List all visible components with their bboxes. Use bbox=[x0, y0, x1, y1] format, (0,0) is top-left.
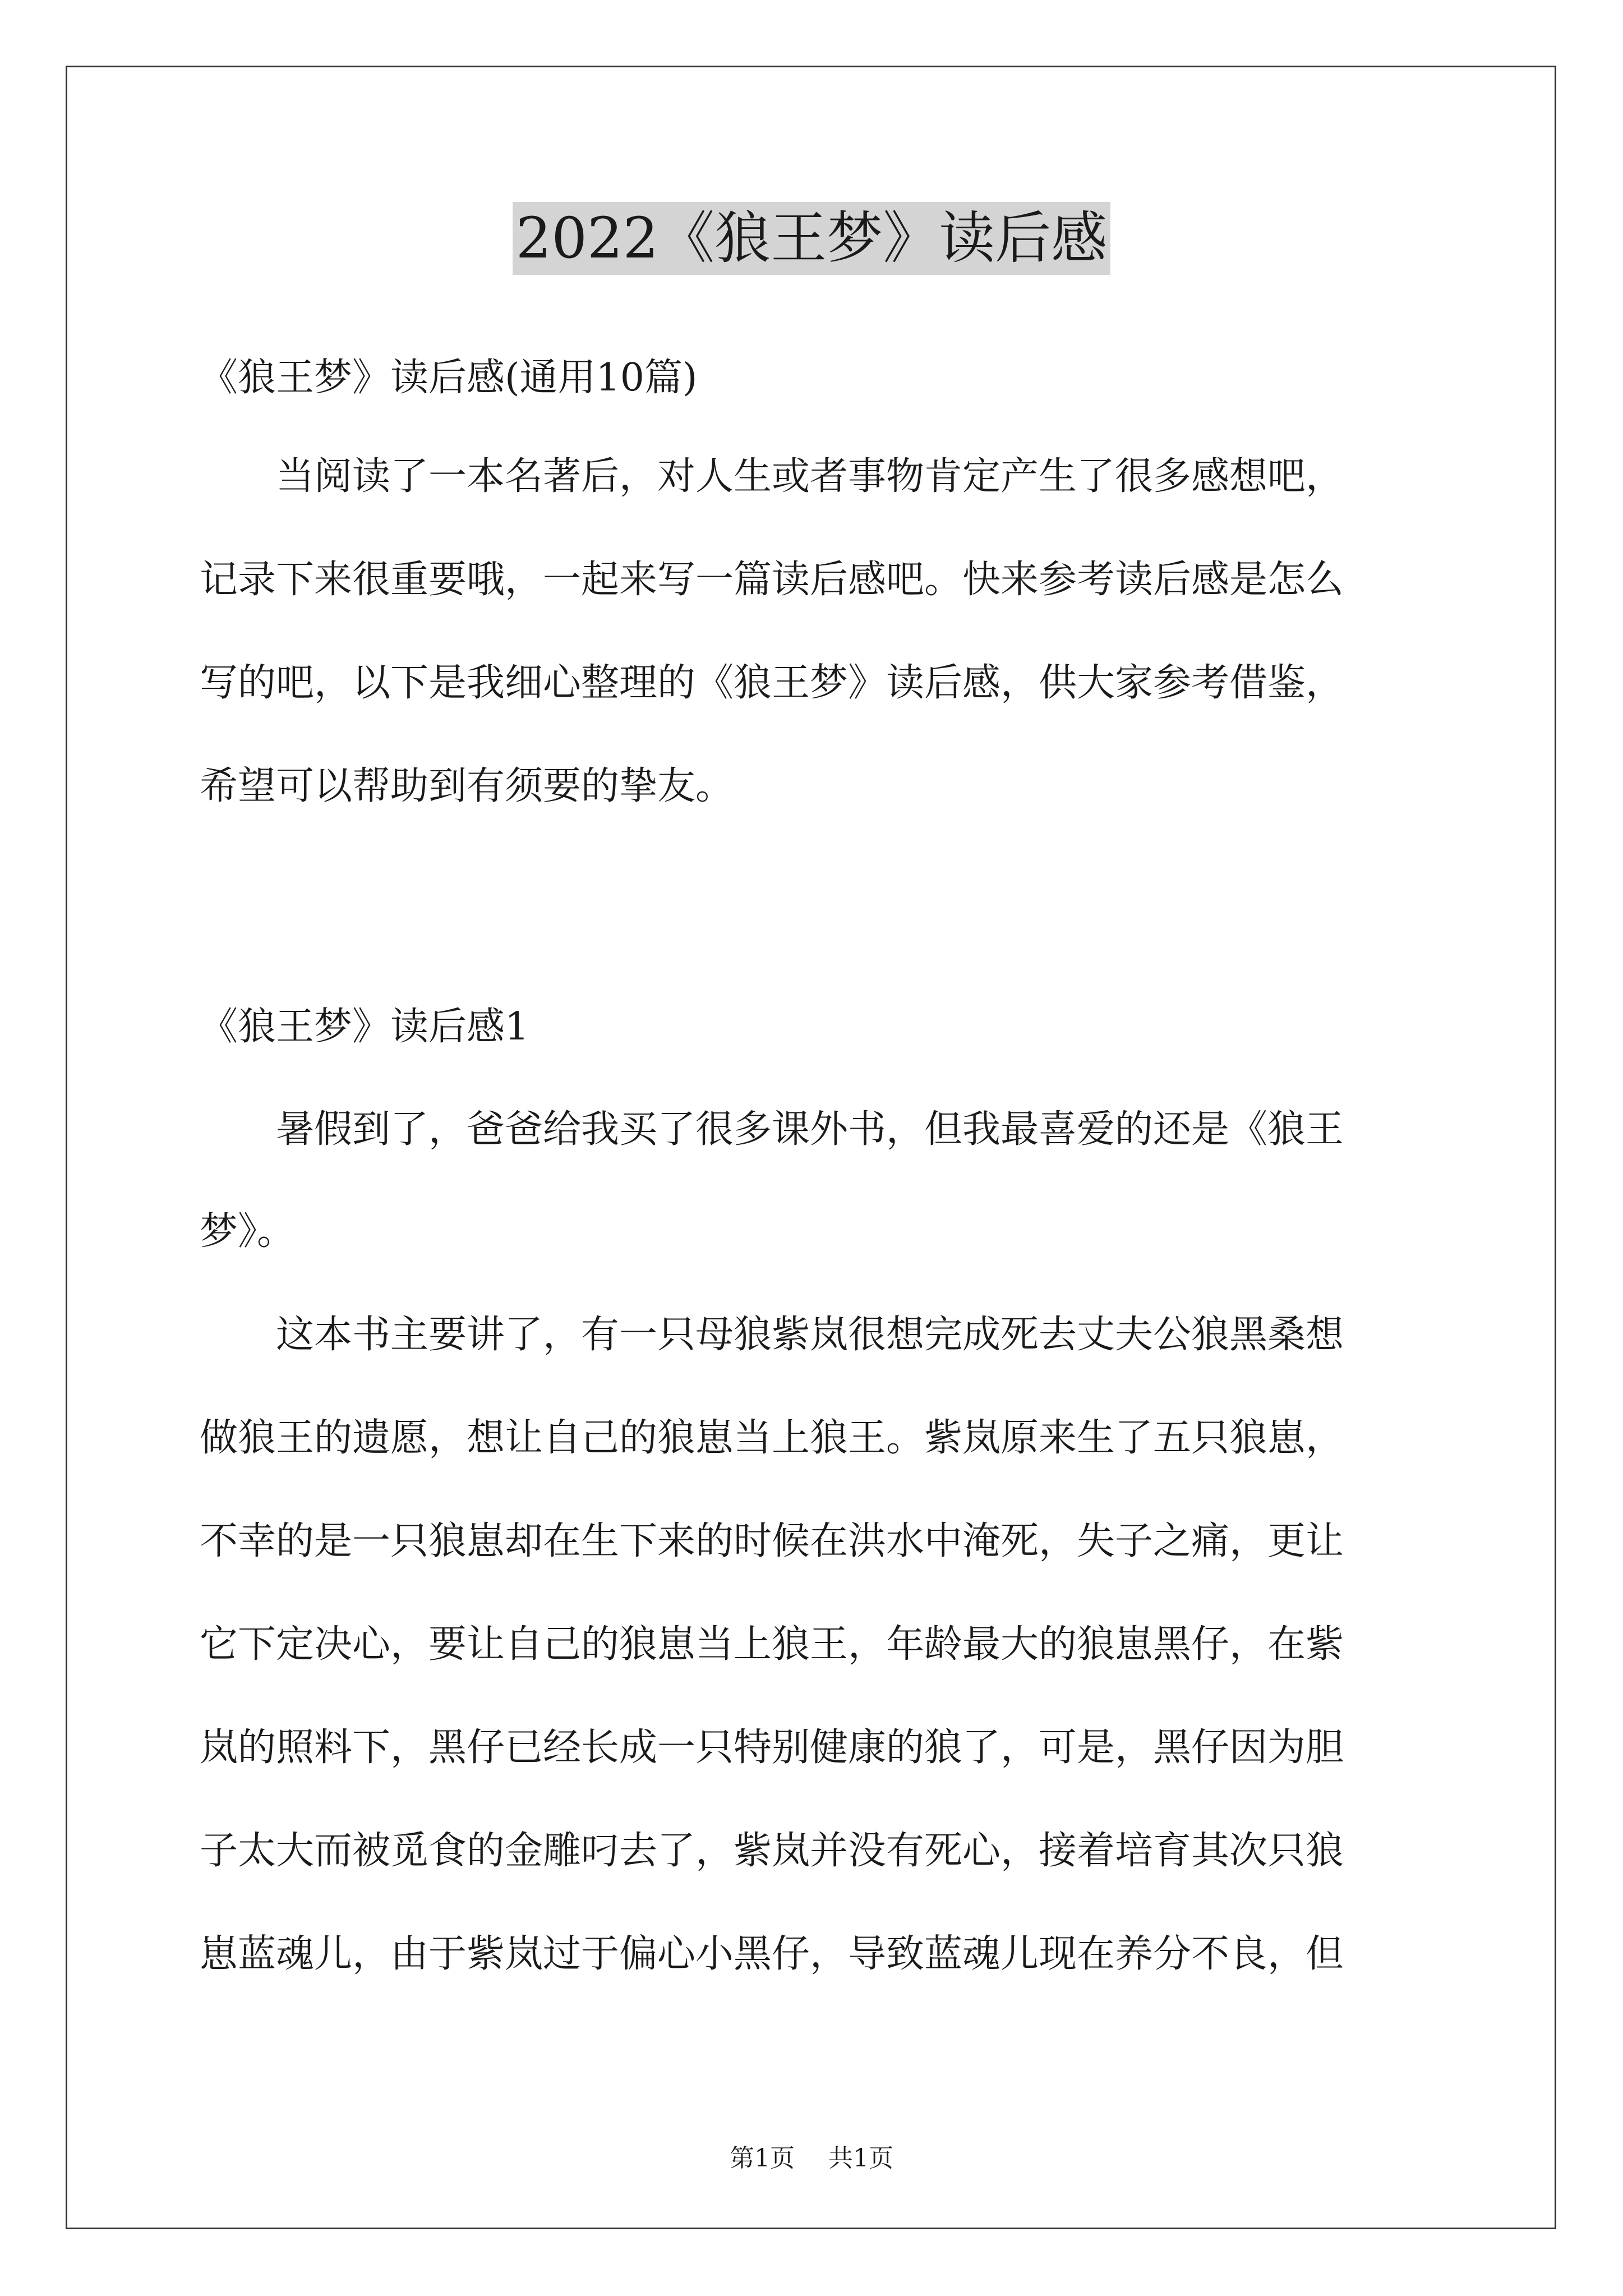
paragraph-line: 不幸的是一只狼崽却在生下来的时候在洪水中淹死，失子之痛，更让 bbox=[200, 1519, 1344, 1563]
document-subtitle: 《狼王梦》读后感(通用10篇) bbox=[200, 356, 698, 400]
intro-line: 希望可以帮助到有须要的挚友。 bbox=[200, 764, 734, 808]
page-number: 第1页 bbox=[730, 2144, 795, 2173]
page-footer bbox=[0, 2145, 1623, 2173]
paragraph-line: 暑假到了，爸爸给我买了很多课外书，但我最喜爱的还是《狼王 bbox=[200, 1107, 1344, 1152]
intro-line: 写的吧，以下是我细心整理的《狼王梦》读后感，供大家参考借鉴， bbox=[200, 661, 1344, 705]
paragraph-line: 子太大而被觅食的金雕叼去了，紫岚并没有死心，接着培育其次只狼 bbox=[200, 1829, 1344, 1873]
paragraph-line: 做狼王的遗愿，想让自己的狼崽当上狼王。紫岚原来生了五只狼崽， bbox=[200, 1416, 1344, 1460]
page-total: 共1页 bbox=[828, 2144, 893, 2173]
document-title: 2022《狼王梦》读后感 bbox=[513, 202, 1111, 275]
title-container bbox=[0, 202, 1623, 275]
intro-line: 当阅读了一本名著后，对人生或者事物肯定产生了很多感想吧， bbox=[200, 454, 1344, 499]
paragraph-line: 梦》。 bbox=[200, 1209, 296, 1254]
paragraph-line: 崽蓝魂儿，由于紫岚过于偏心小黑仔，导致蓝魂儿现在养分不良，但 bbox=[200, 1932, 1344, 1976]
paragraph-line: 岚的照料下，黑仔已经长成一只特别健康的狼了，可是，黑仔因为胆 bbox=[200, 1726, 1344, 1770]
paragraph-line: 它下定决心，要让自己的狼崽当上狼王，年龄最大的狼崽黑仔，在紫 bbox=[200, 1622, 1344, 1667]
section-heading: 《狼王梦》读后感1 bbox=[200, 1005, 529, 1049]
paragraph-line: 这本书主要讲了，有一只母狼紫岚很想完成死去丈夫公狼黑桑想 bbox=[200, 1313, 1344, 1357]
intro-line: 记录下来很重要哦，一起来写一篇读后感吧。快来参考读后感是怎么 bbox=[200, 558, 1344, 602]
